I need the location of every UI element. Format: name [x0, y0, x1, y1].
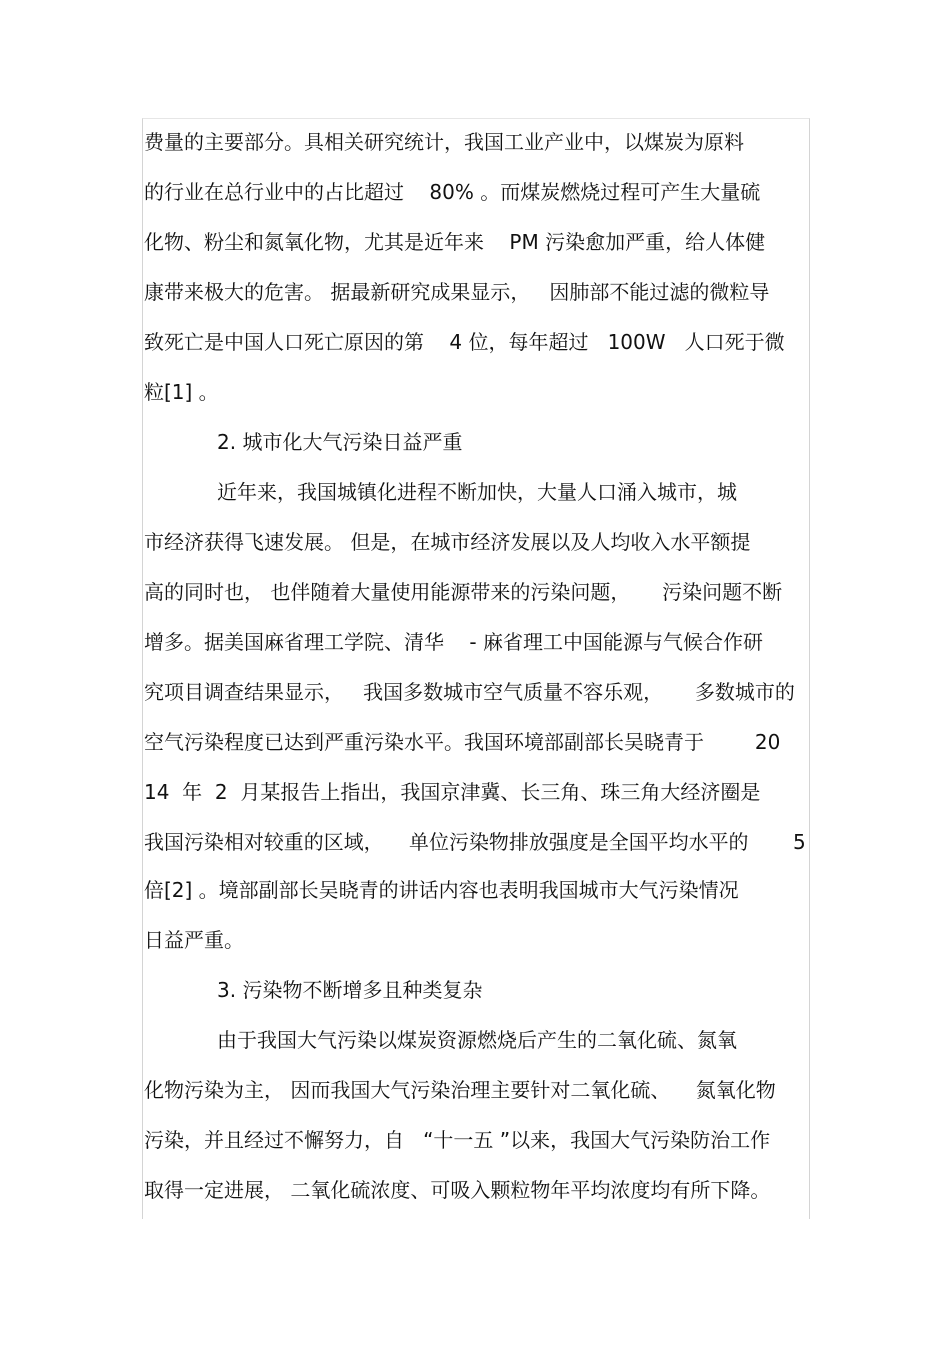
body-line-21: 污染，并且经过不懈努力，自 “十一五 ”以来，我国大气污染防治工作	[144, 1128, 771, 1152]
body-line-19: 由于我国大气污染以煤炭资源燃烧后产生的二氧化硫、氮氧	[217, 1028, 737, 1052]
body-line-8: 近年来，我国城镇化进程不断加快，大量人口涌入城市，城	[217, 480, 737, 504]
body-line-1: 费量的主要部分。具相关研究统计，我国工业产业中，以煤炭为原料	[144, 130, 744, 154]
body-line-16: 倍[2] 。境部副部长吴晓青的讲话内容也表明我国城市大气污染情况	[144, 878, 739, 902]
body-line-12: 究项目调查结果显示， 我国多数城市空气质量不容乐观， 多数城市的	[144, 680, 795, 704]
section-heading-3: 3. 污染物不断增多且种类复杂	[217, 978, 483, 1002]
body-line-5: 致死亡是中国人口死亡原因的第 4 位，每年超过 100W 人口死于微	[144, 330, 785, 354]
body-line-13: 空气污染程度已达到严重污染水平。我国环境部副部长吴晓青于 20	[144, 730, 781, 754]
section-heading-2: 2. 城市化大气污染日益严重	[217, 430, 463, 454]
body-line-3: 化物、粉尘和氮氧化物，尤其是近年来 PM 污染愈加严重，给人体健	[144, 230, 766, 254]
body-line-2: 的行业在总行业中的占比超过 80% 。而煤炭燃烧过程可产生大量硫	[144, 180, 761, 204]
body-line-6: 粒[1] 。	[144, 380, 219, 404]
body-line-4: 康带来极大的危害。 据最新研究成果显示， 因肺部不能过滤的微粒导	[144, 280, 770, 304]
body-line-17: 日益严重。	[144, 928, 244, 952]
body-line-15: 我国污染相对较重的区域， 单位污染物排放强度是全国平均水平的 5	[144, 830, 806, 854]
body-line-20: 化物污染为主， 因而我国大气污染治理主要针对二氧化硫、 氮氧化物	[144, 1078, 776, 1102]
body-line-22: 取得一定进展， 二氧化硫浓度、可吸入颗粒物年平均浓度均有所下降。	[144, 1178, 771, 1202]
body-line-9: 市经济获得飞速发展。 但是，在城市经济发展以及人均收入水平额提	[144, 530, 751, 554]
body-line-10: 高的同时也， 也伴随着大量使用能源带来的污染问题， 污染问题不断	[144, 580, 783, 604]
body-line-11: 增多。据美国麻省理工学院、清华 - 麻省理工中国能源与气候合作研	[144, 630, 764, 654]
body-line-14: 14 年 2 月某报告上指出，我国京津冀、长三角、珠三角大经济圈是	[144, 780, 761, 804]
